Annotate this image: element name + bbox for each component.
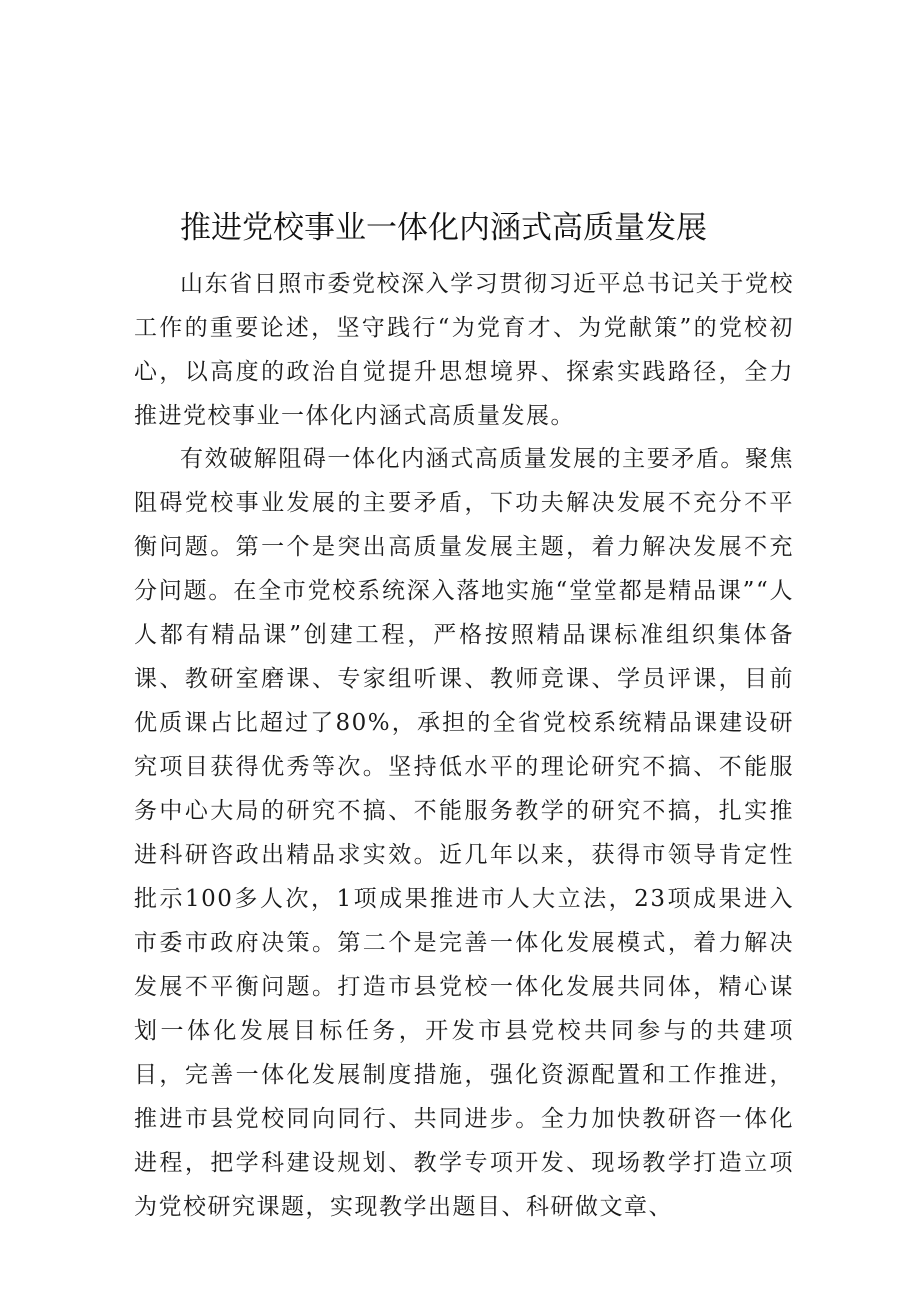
paragraph-body: 有效破解阻碍一体化内涵式高质量发展的主要矛盾。聚焦阻碍党校事业发展的主要矛盾，下功夫解决发展不充分不平衡问题。第一个是突出高质量发展主题，着力解决发展不充分问题。在全市党校系统深入落地实施“堂堂都是精品课”“人人都有精品课”创建工程，严格按照精品课标准组织集体备课、教研室磨课、专家组听课、教师竞课、学员评课，目前优质课占比超过了80%，承担的全省党校系统精品课建设研究项目获得优秀等次。坚持低水平的理论研究不搞、不能服务中心大局的研究不搞、不能服务教学的研究不搞，扎实推进科研咨政出精品求实效。近几年以来，获得市领导肯定性批示100多人次，1项成果推进市人大立法，23项成果进入市委市政府决策。第二个是完善一体化发展模式，着力解决发展不平衡问题。打造市县党校一体化发展共同体，精心谋划一体化发展目标任务，开发市县党校共同参与的共建项目，完善一体化发展制度措施，强化资源配置和工作推进，推进市县党校同向同行、共同进步。全力加快教研咨一体化进程，把学科建设规划、教学专项开发、现场教学打造立项为党校研究课题，实现教学出题目、科研做文章、 xyxy=(134,446,794,1220)
document-title: 推进党校事业一体化内涵式高质量发展 xyxy=(180,210,707,246)
paragraph-intro: 山东省日照市委党校深入学习贯彻习近平总书记关于党校工作的重要论述，坚守践行“为党育才、为党献策”的党校初心，以高度的政治自觉提升思想境界、探索实践路径，全力推进党校事业一体化内涵式高质量发展。 xyxy=(134,271,794,429)
